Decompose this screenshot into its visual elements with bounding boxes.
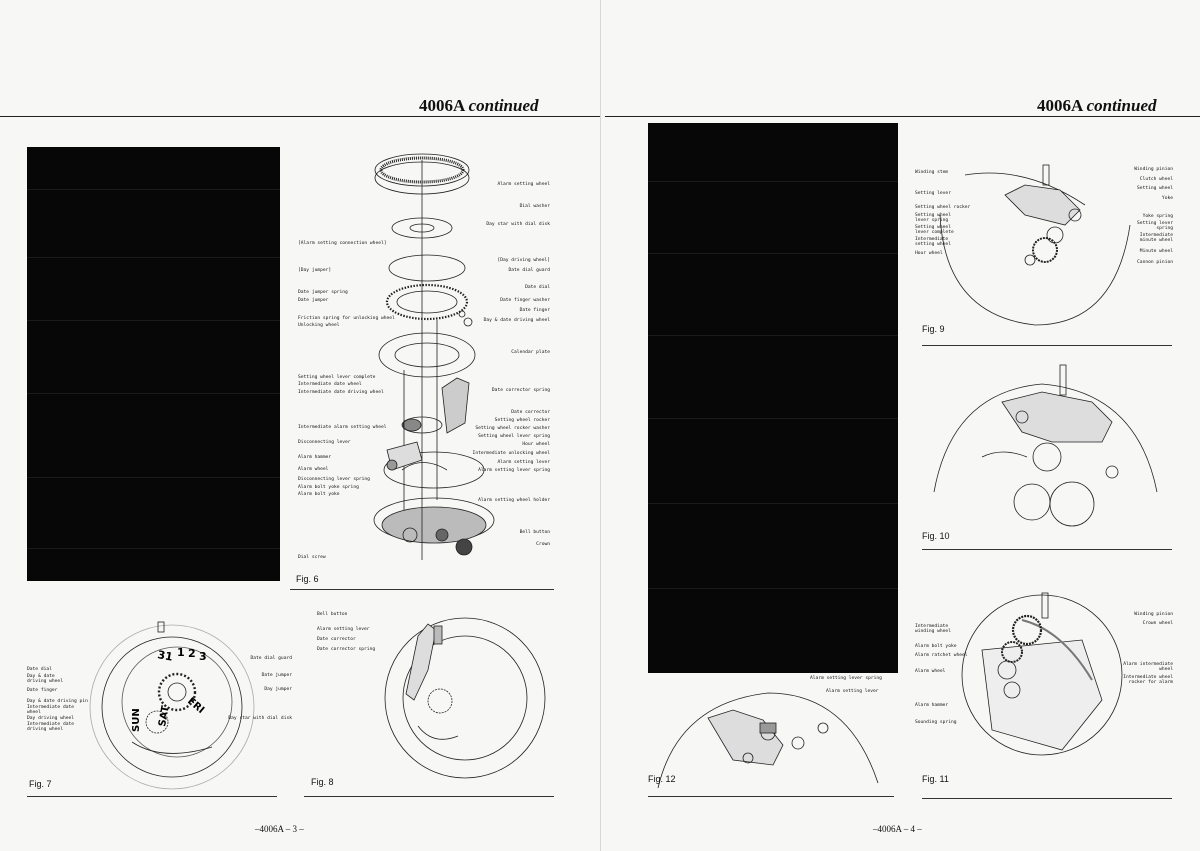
fig8-label: Alarm setting lever — [317, 627, 370, 632]
fig7-label-left: Day driving wheel — [27, 716, 75, 721]
fig7-label-left: Date dial — [27, 667, 52, 672]
fig6-label-right: Day star with dial disk — [486, 222, 550, 227]
fig7-label-right: Date jumper — [261, 673, 292, 678]
fig6-label-left: Alarm wheel — [298, 467, 329, 472]
fig10-drawing — [922, 362, 1172, 517]
fig6-label-left: Intermediate date driving wheel — [298, 390, 384, 395]
fig7-label-right: Date dial guard — [250, 656, 292, 661]
fig6-label-left: Intermediate alarm setting wheel — [298, 425, 387, 430]
fig11-caption: Fig. 11 — [922, 774, 949, 784]
fig6-label-right: Crown — [536, 542, 550, 547]
left-dark-photo — [27, 147, 280, 581]
fig9-label-left: Winding stem — [915, 170, 949, 175]
fig6-label-right: Alarm setting lever spring — [478, 468, 550, 473]
right-dark-photo — [648, 123, 898, 673]
page-gutter — [600, 0, 601, 851]
left-header-rule — [0, 116, 600, 117]
fig12-label: Alarm setting lever spring — [810, 676, 882, 681]
fig7-label-left: Date finger — [27, 688, 58, 693]
fig6-label-left: Alarm bolt yoke spring — [298, 485, 359, 490]
fig11-label-left: Alarm ratchet wheel — [915, 653, 968, 658]
fig6-label-left: [Day jumper] — [298, 268, 332, 273]
fig9-label-left: Setting wheel lever spring — [915, 213, 951, 223]
fig6-label-left: Disconnecting lever — [298, 440, 351, 445]
fig6-label-left: Unlocking wheel — [298, 323, 340, 328]
fig6-caption: Fig. 6 — [296, 574, 319, 584]
fig6-label-right: Bell button — [519, 530, 550, 535]
fig7-rule — [27, 796, 277, 797]
fig7-label-left: Intermediate date wheel — [27, 705, 75, 715]
fig6-label-right: Alarm setting wheel — [497, 182, 550, 187]
left-page-number: –4006A – 3 – — [255, 824, 304, 834]
fig6-label-right: Calendar plate — [511, 350, 550, 355]
fig6-label-left: Alarm hammer — [298, 455, 332, 460]
fig6-label-right: Date corrector — [511, 410, 550, 415]
fig9-label-left: Setting lever — [915, 191, 951, 196]
fig10-caption: Fig. 10 — [922, 531, 950, 541]
fig6-label-right: Setting wheel rocker washer — [475, 426, 550, 431]
right-page-number: –4006A – 4 – — [873, 824, 922, 834]
fig7-dial-day-sat: SAT — [157, 704, 172, 728]
fig6-label-left: Setting wheel lever complete — [298, 375, 376, 380]
fig8-label: Date corrector spring — [317, 647, 376, 652]
fig11-label-right: Intermediate wheel rocker for alarm — [1123, 675, 1173, 685]
fig6-label-left: Alarm bolt yoke — [298, 492, 340, 497]
fig6-label-right: Intermediate unlocking wheel — [472, 451, 550, 456]
fig9-label-left: Intermediate setting wheel — [915, 237, 951, 247]
fig9-label-right: Yoke spring — [1142, 214, 1173, 219]
fig9-rule — [922, 345, 1172, 346]
fig6-label-right: Alarm setting lever — [497, 460, 550, 465]
fig8-caption: Fig. 8 — [311, 777, 334, 787]
right-header-rule — [605, 116, 1200, 117]
fig6-label-left: [Alarm setting connection wheel] — [298, 241, 387, 246]
right-page-header: 4006A continued — [1037, 96, 1157, 115]
fig7-dial-day-sun: SUN — [131, 708, 142, 732]
fig11-rule — [922, 798, 1172, 799]
fig9-label-right: Yoke — [1161, 196, 1173, 201]
fig7-label-right: Day jumper — [264, 687, 292, 692]
fig6-label-right: Setting wheel lever spring — [478, 434, 550, 439]
fig12-label: Alarm setting lever — [826, 689, 879, 694]
fig7-label-left: Day & date driving pin — [27, 699, 88, 704]
fig6-label-left: Date jumper spring — [298, 290, 348, 295]
fig11-label-left: Alarm hammer — [915, 703, 949, 708]
fig7-label-left: Intermediate date driving wheel — [27, 722, 75, 732]
fig7-label-left: Day & date driving wheel — [27, 674, 63, 684]
fig6-label-right: [Day driving wheel] — [497, 258, 550, 263]
fig7-dial-date-3: 3 — [199, 650, 207, 663]
fig6-label-right: Day & date driving wheel — [483, 318, 550, 323]
fig6-label-left: Intermediate date wheel — [298, 382, 362, 387]
fig9-label-right: Clutch wheel — [1139, 177, 1173, 182]
fig7-label-right: Day star with dial disk — [228, 716, 292, 721]
fig6-label-left: Disconnecting lever spring — [298, 477, 370, 482]
fig9-label-right: Setting wheel — [1137, 186, 1173, 191]
fig8-label: Bell button — [317, 612, 348, 617]
fig6-label-left: Date jumper — [298, 298, 329, 303]
fig11-label-left: Alarm wheel — [915, 669, 946, 674]
fig6-label-right: Date finger washer — [500, 298, 550, 303]
fig9-label-right: Winding pinion — [1134, 167, 1173, 172]
fig6-label-right: Date corrector spring — [491, 388, 550, 393]
fig6-label-right: Hour wheel — [522, 442, 550, 447]
fig6-label-right: Date dial guard — [508, 268, 550, 273]
fig9-label-right: Intermediate minute wheel — [1139, 233, 1173, 243]
fig6-label-right: Date dial — [525, 285, 550, 290]
fig9-label-right: Setting lever spring — [1137, 221, 1173, 231]
fig7-caption: Fig. 7 — [29, 779, 52, 789]
fig9-label-left: Setting wheel rocker — [915, 205, 971, 210]
fig7-dial-date-31: 31 — [156, 648, 174, 664]
fig11-label-left: Alarm bolt yoke — [915, 644, 957, 649]
fig11-label-right: Crown wheel — [1142, 621, 1173, 626]
fig6-label-right: Setting wheel rocker — [494, 418, 550, 423]
fig6-label-left: Friction spring for unlocking wheel — [298, 316, 395, 321]
fig11-label-left: Intermediate winding wheel — [915, 624, 951, 634]
fig9-caption: Fig. 9 — [922, 324, 945, 334]
fig9-label-right: Minute wheel — [1139, 249, 1173, 254]
fig6-label-left: Dial screw — [298, 555, 326, 560]
fig9-label-left: Hour wheel — [915, 251, 943, 256]
fig6-label-right: Alarm setting wheel holder — [478, 498, 550, 503]
fig8-label: Date corrector — [317, 637, 356, 642]
left-page-header: 4006A continued — [419, 96, 539, 115]
fig8-rule — [304, 796, 554, 797]
fig10-rule — [922, 549, 1172, 550]
fig12-caption: Fig. 12 — [648, 774, 676, 784]
fig6-label-right: Date finger — [519, 308, 550, 313]
fig9-label-right: Cannon pinion — [1137, 260, 1173, 265]
fig11-label-right: Winding pinion — [1134, 612, 1173, 617]
fig8-drawing — [300, 606, 550, 786]
fig7-dial-date-2: 2 — [188, 647, 196, 660]
fig12-rule — [648, 796, 894, 797]
fig11-label-right: Alarm intermediate wheel — [1123, 662, 1173, 672]
fig7-dial-day-fri: FRI — [185, 695, 207, 717]
fig11-label-left: Sounding spring — [915, 720, 957, 725]
fig6-label-right: Dial washer — [519, 204, 550, 209]
fig7-dial-date-1: 1 — [177, 646, 185, 659]
fig9-label-left: Setting wheel lever complete — [915, 225, 954, 235]
fig6-rule — [290, 589, 554, 590]
